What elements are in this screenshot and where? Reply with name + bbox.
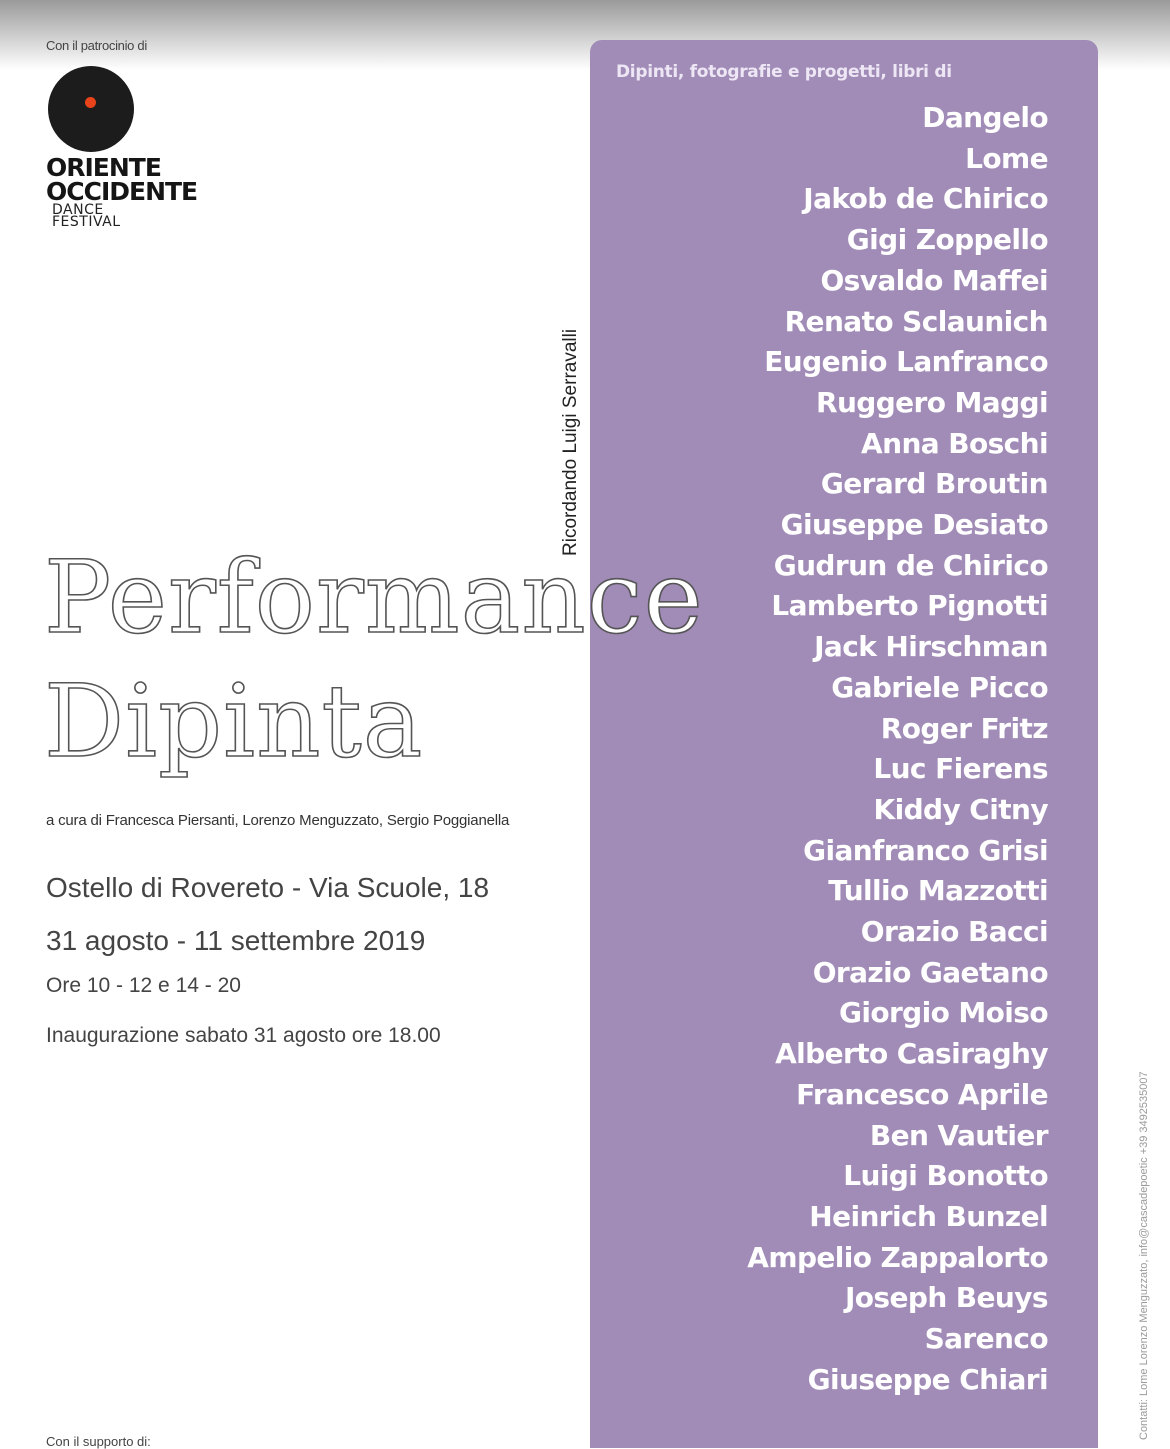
artist-item: Jack Hirschman xyxy=(814,630,1048,664)
artist-item: Ampelio Zappalorto xyxy=(747,1240,1048,1274)
artist-item: Tullio Mazzotti xyxy=(828,874,1048,908)
curators-credit: a cura di Francesca Piersanti, Lorenzo Menguzzato, Sergio Poggianella xyxy=(46,812,510,829)
artist-item: Kiddy Citny xyxy=(873,792,1048,826)
logo-dot-icon xyxy=(85,97,96,108)
logo-sub-line1: DANCE xyxy=(52,202,104,218)
festival-logo-disc xyxy=(48,66,134,152)
artist-item: Giorgio Moiso xyxy=(838,996,1048,1030)
artists-list xyxy=(747,98,1048,1401)
artist-item: Osvaldo Maffei xyxy=(820,263,1048,297)
artist-item: Giuseppe Desiato xyxy=(780,508,1048,542)
venue-address: Ostello di Rovereto - Via Scuole, 18 xyxy=(46,872,490,903)
tribute-vertical-text: Ricordando Luigi Serravalli xyxy=(560,328,581,556)
artist-item: Orazio Gaetano xyxy=(812,955,1048,989)
artist-item: Luc Fierens xyxy=(873,752,1048,786)
artist-item: Lamberto Pignotti xyxy=(771,589,1048,623)
exhibition-dates: 31 agosto - 11 settembre 2019 xyxy=(46,925,426,956)
opening-hours: Ore 10 - 12 e 14 - 20 xyxy=(46,974,241,997)
artist-item: Dangelo xyxy=(922,101,1048,134)
artist-item: Alberto Casiraghy xyxy=(775,1037,1048,1071)
contacts-vertical-text: Contatti: Lome Lorenzo Menguzzato, info@cascadepoetic +39 3492535007 xyxy=(1138,1071,1150,1440)
artist-item: Roger Fritz xyxy=(880,711,1048,745)
artist-item: Joseph Beuys xyxy=(844,1281,1048,1315)
logo-name-line2: OCCIDENTE xyxy=(46,177,198,206)
artist-item: Renato Sclaunich xyxy=(784,304,1048,338)
patronage-label: Con il patrocinio di xyxy=(46,38,147,53)
artist-item: Gerard Broutin xyxy=(820,467,1048,501)
logo-name-line1: ORIENTE xyxy=(46,153,161,182)
artist-item: Giuseppe Chiari xyxy=(807,1362,1048,1396)
artist-item: Eugenio Lanfranco xyxy=(764,345,1048,379)
festival-logo-text xyxy=(46,153,246,230)
artist-item: Jakob de Chirico xyxy=(803,182,1048,216)
artist-item: Heinrich Bunzel xyxy=(809,1199,1048,1233)
artist-item: Luigi Bonotto xyxy=(843,1159,1048,1193)
inauguration-info: Inaugurazione sabato 31 agosto ore 18.00 xyxy=(46,1024,441,1047)
artist-item: Sarenco xyxy=(924,1322,1048,1356)
artist-item: Gabriele Picco xyxy=(831,670,1048,704)
artist-item: Gigi Zoppello xyxy=(846,223,1048,257)
exhibition-title-line1: Performance xyxy=(44,539,704,656)
artist-item: Gianfranco Grisi xyxy=(803,833,1048,867)
logo-sub-line2: FESTIVAL xyxy=(52,214,121,230)
artist-item: Orazio Bacci xyxy=(860,915,1048,949)
artist-item: Gudrun de Chirico xyxy=(773,548,1048,582)
artist-item: Francesco Aprile xyxy=(796,1077,1048,1111)
exhibition-title-line2: Dipinta xyxy=(44,663,424,780)
artist-item: Ruggero Maggi xyxy=(815,385,1048,419)
artists-panel-heading: Dipinti, fotografie e progetti, libri di xyxy=(616,62,952,82)
support-label: Con il supporto di: xyxy=(46,1434,151,1449)
artist-item: Lome xyxy=(965,141,1048,175)
artist-item: Anna Boschi xyxy=(861,426,1048,460)
artist-item: Ben Vautier xyxy=(869,1118,1048,1152)
artists-panel xyxy=(590,40,1098,1448)
